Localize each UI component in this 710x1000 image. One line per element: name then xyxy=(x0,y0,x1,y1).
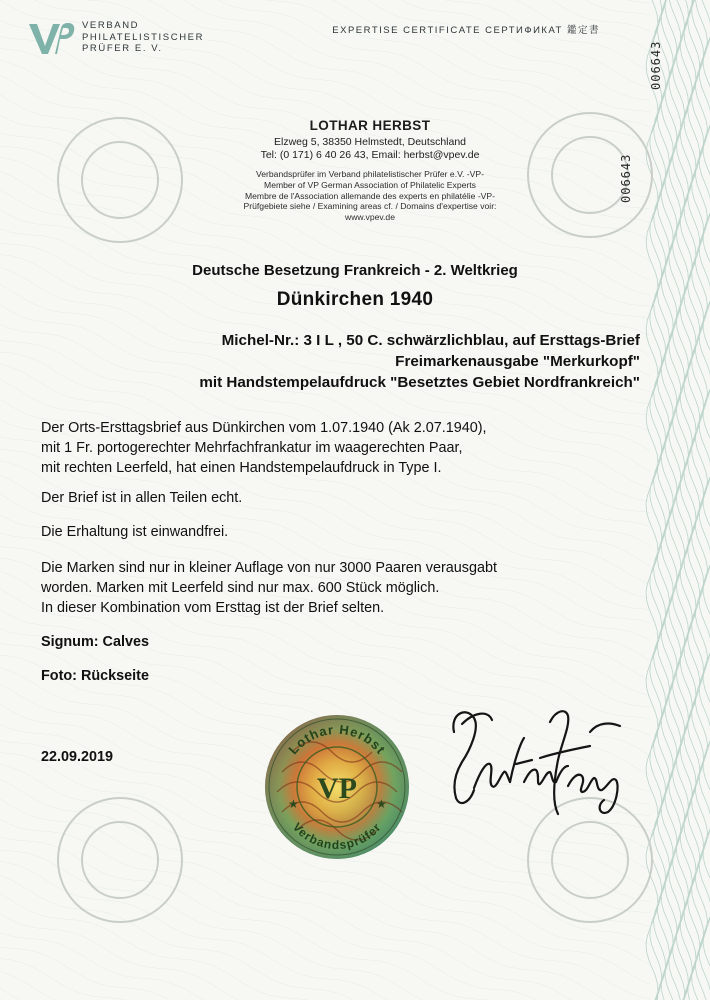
description-paragraph xyxy=(41,418,487,478)
association-line-3: PRÜFER E. V. xyxy=(82,43,163,54)
expert-address: Elzweg 5, 38350 Helmstedt, Deutschland xyxy=(273,136,467,148)
seal-bottom-text: Verbandsprüfer xyxy=(289,819,385,853)
svg-text:★: ★ xyxy=(376,797,387,811)
item-line: Michel-Nr.: 3 I L , 50 C. schwärzlichblau, auf Ersttags-Brief xyxy=(221,332,640,349)
membership-line: Member of VP German Association of Philatelic Experts xyxy=(264,179,476,190)
signum: Signum: Calves xyxy=(41,634,149,650)
certificate-label: EXPERTISE CERTIFICATE СЕРТИФИКАТ 鑑定書 xyxy=(332,25,600,36)
rarity-line: Die Marken sind nur in kleiner Auflage von nur 3000 Paaren verausgabt xyxy=(41,560,497,576)
item-line: Freimarkenausgabe "Merkurkopf" xyxy=(395,353,640,370)
membership-line: Prüfgebiete siehe / Examining areas cf. / Domains d'expertise voir: xyxy=(243,201,497,212)
serial-number-embossed: 006643 xyxy=(619,153,633,203)
membership-line: Membre de l'Association allemande des experts en philatélie -VP- xyxy=(244,190,496,201)
association-line-1: VERBAND xyxy=(82,20,140,31)
rarity-paragraph xyxy=(41,558,497,618)
hologram-seal xyxy=(262,712,412,862)
description-line: mit rechten Leerfeld, hat einen Handstempelaufdruck in Type I. xyxy=(41,460,442,476)
condition-statement: Die Erhaltung ist einwandfrei. xyxy=(41,524,229,540)
genuine-statement: Der Brief ist in allen Teilen echt. xyxy=(41,490,243,506)
rarity-line: In dieser Kombination vom Ersttag ist der Brief selten. xyxy=(41,600,385,616)
svg-text:★: ★ xyxy=(288,797,299,811)
association-name xyxy=(82,20,204,55)
seal-top-text: Lothar Herbst xyxy=(285,721,389,758)
rarity-line: worden. Marken mit Leerfeld sind nur max. 600 Stück möglich. xyxy=(41,580,440,596)
collecting-area: Deutsche Besetzung Frankreich - 2. Weltkrieg xyxy=(192,262,518,279)
association-line-2: PHILATELISTISCHER xyxy=(82,31,205,43)
certificate-title: Dünkirchen 1940 xyxy=(276,289,434,310)
expert-name: LOTHAR HERBST xyxy=(309,118,431,133)
description-line: Der Orts-Ersttagsbrief aus Dünkirchen vom 1.07.1940 (Ak 2.07.1940), xyxy=(41,420,487,436)
membership-line: Verbandsprüfer im Verband philatelistischer Prüfer e.V. -VP- xyxy=(255,169,484,179)
seal-center-text: VP xyxy=(317,772,357,805)
vp-logo xyxy=(27,20,75,58)
description-line: mit 1 Fr. portogerechter Mehrfachfrankatur im waagerechten Paar, xyxy=(41,440,463,456)
expert-signature xyxy=(440,702,630,822)
expert-block xyxy=(180,118,560,223)
website: www.vpev.de xyxy=(345,212,395,223)
expert-contact: Tel: (0 171) 6 40 26 43, Email: herbst@vpev.de xyxy=(260,149,480,161)
certificate-date: 22.09.2019 xyxy=(41,749,114,765)
item-line: mit Handstempelaufdruck "Besetztes Gebiet Nordfrankreich" xyxy=(199,374,640,391)
photo-note: Foto: Rückseite xyxy=(41,668,149,684)
item-description xyxy=(199,330,640,393)
serial-number-top: 006643 xyxy=(649,40,663,90)
